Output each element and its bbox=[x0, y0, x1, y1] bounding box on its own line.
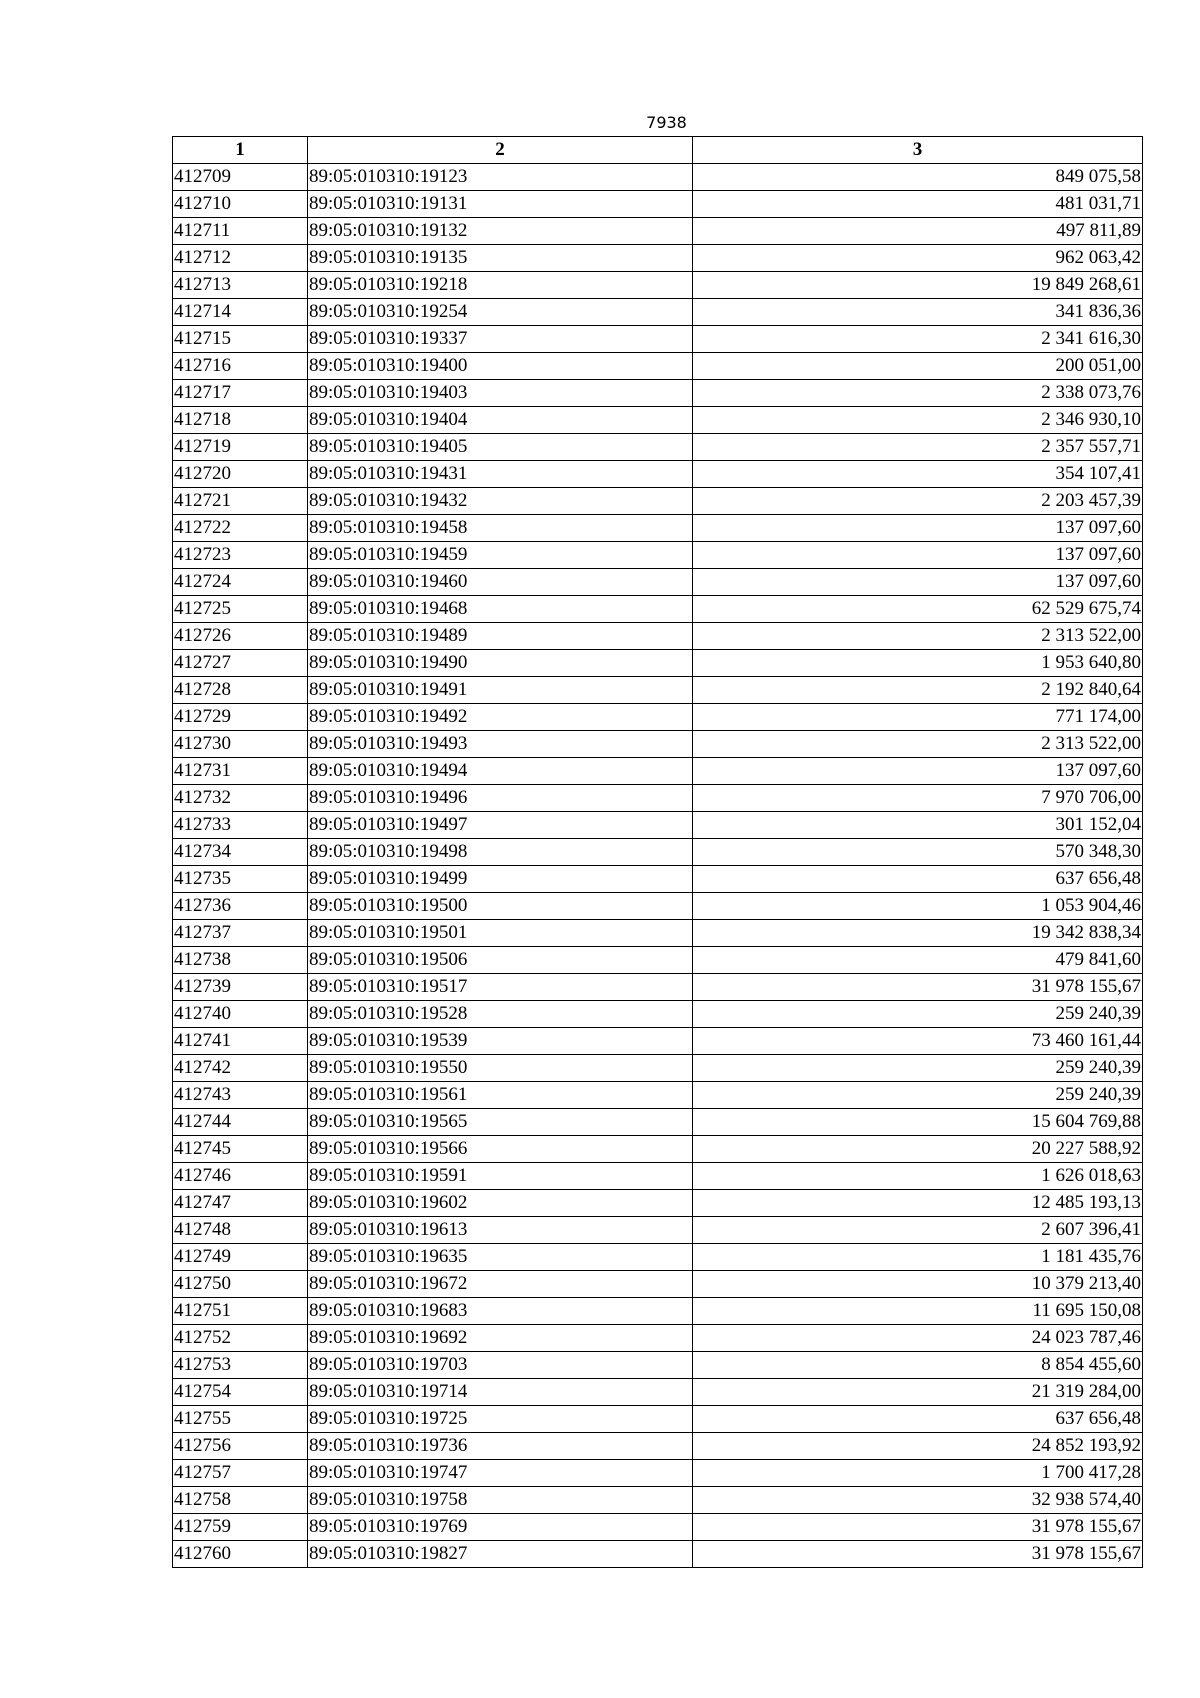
row-number-cell: 412718 bbox=[173, 407, 308, 434]
row-number-cell: 412722 bbox=[173, 515, 308, 542]
row-number-cell: 412734 bbox=[173, 839, 308, 866]
row-number-cell: 412710 bbox=[173, 191, 308, 218]
cadastral-number-cell: 89:05:010310:19769 bbox=[308, 1514, 693, 1541]
value-cell: 637 656,48 bbox=[693, 1406, 1143, 1433]
row-number-cell: 412742 bbox=[173, 1055, 308, 1082]
value-cell: 7 970 706,00 bbox=[693, 785, 1143, 812]
row-number-cell: 412749 bbox=[173, 1244, 308, 1271]
value-cell: 19 849 268,61 bbox=[693, 272, 1143, 299]
row-number-cell: 412744 bbox=[173, 1109, 308, 1136]
value-cell: 771 174,00 bbox=[693, 704, 1143, 731]
cadastral-number-cell: 89:05:010310:19672 bbox=[308, 1271, 693, 1298]
cadastral-number-cell: 89:05:010310:19431 bbox=[308, 461, 693, 488]
cadastral-number-cell: 89:05:010310:19736 bbox=[308, 1433, 693, 1460]
row-number-cell: 412723 bbox=[173, 542, 308, 569]
cadastral-number-cell: 89:05:010310:19635 bbox=[308, 1244, 693, 1271]
table-row bbox=[173, 1136, 1143, 1163]
table-row bbox=[173, 488, 1143, 515]
cadastral-number-cell: 89:05:010310:19405 bbox=[308, 434, 693, 461]
cadastral-number-cell: 89:05:010310:19497 bbox=[308, 812, 693, 839]
table-row bbox=[173, 299, 1143, 326]
table-row bbox=[173, 1352, 1143, 1379]
cadastral-number-cell: 89:05:010310:19747 bbox=[308, 1460, 693, 1487]
value-cell: 12 485 193,13 bbox=[693, 1190, 1143, 1217]
row-number-cell: 412735 bbox=[173, 866, 308, 893]
row-number-cell: 412731 bbox=[173, 758, 308, 785]
table-row bbox=[173, 272, 1143, 299]
value-cell: 20 227 588,92 bbox=[693, 1136, 1143, 1163]
row-number-cell: 412743 bbox=[173, 1082, 308, 1109]
table-row bbox=[173, 650, 1143, 677]
value-cell: 2 203 457,39 bbox=[693, 488, 1143, 515]
cadastral-number-cell: 89:05:010310:19493 bbox=[308, 731, 693, 758]
row-number-cell: 412727 bbox=[173, 650, 308, 677]
table-row bbox=[173, 1055, 1143, 1082]
value-cell: 31 978 155,67 bbox=[693, 1514, 1143, 1541]
table-row bbox=[173, 191, 1143, 218]
cadastral-number-cell: 89:05:010310:19491 bbox=[308, 677, 693, 704]
row-number-cell: 412739 bbox=[173, 974, 308, 1001]
cadastral-number-cell: 89:05:010310:19400 bbox=[308, 353, 693, 380]
table-row bbox=[173, 785, 1143, 812]
value-cell: 24 852 193,92 bbox=[693, 1433, 1143, 1460]
cadastral-number-cell: 89:05:010310:19468 bbox=[308, 596, 693, 623]
table-row bbox=[173, 974, 1143, 1001]
table-row bbox=[173, 1244, 1143, 1271]
table-row bbox=[173, 1082, 1143, 1109]
table-row bbox=[173, 1406, 1143, 1433]
value-cell: 137 097,60 bbox=[693, 758, 1143, 785]
cadastral-number-cell: 89:05:010310:19613 bbox=[308, 1217, 693, 1244]
value-cell: 637 656,48 bbox=[693, 866, 1143, 893]
cadastral-number-cell: 89:05:010310:19132 bbox=[308, 218, 693, 245]
cadastral-number-cell: 89:05:010310:19404 bbox=[308, 407, 693, 434]
value-cell: 2 357 557,71 bbox=[693, 434, 1143, 461]
cadastral-number-cell: 89:05:010310:19135 bbox=[308, 245, 693, 272]
value-cell: 137 097,60 bbox=[693, 569, 1143, 596]
value-cell: 479 841,60 bbox=[693, 947, 1143, 974]
value-cell: 1 953 640,80 bbox=[693, 650, 1143, 677]
row-number-cell: 412738 bbox=[173, 947, 308, 974]
row-number-cell: 412712 bbox=[173, 245, 308, 272]
value-cell: 259 240,39 bbox=[693, 1055, 1143, 1082]
cadastral-number-cell: 89:05:010310:19254 bbox=[308, 299, 693, 326]
row-number-cell: 412753 bbox=[173, 1352, 308, 1379]
cadastral-number-cell: 89:05:010310:19494 bbox=[308, 758, 693, 785]
row-number-cell: 412737 bbox=[173, 920, 308, 947]
table-row bbox=[173, 515, 1143, 542]
row-number-cell: 412746 bbox=[173, 1163, 308, 1190]
table-row bbox=[173, 1514, 1143, 1541]
table-row bbox=[173, 542, 1143, 569]
cadastral-number-cell: 89:05:010310:19490 bbox=[308, 650, 693, 677]
value-cell: 1 700 417,28 bbox=[693, 1460, 1143, 1487]
value-cell: 570 348,30 bbox=[693, 839, 1143, 866]
cadastral-number-cell: 89:05:010310:19131 bbox=[308, 191, 693, 218]
table-row bbox=[173, 731, 1143, 758]
column-header-1: 1 bbox=[173, 137, 308, 164]
row-number-cell: 412759 bbox=[173, 1514, 308, 1541]
table-row bbox=[173, 1379, 1143, 1406]
row-number-cell: 412747 bbox=[173, 1190, 308, 1217]
value-cell: 1 181 435,76 bbox=[693, 1244, 1143, 1271]
table-row bbox=[173, 1271, 1143, 1298]
table-row bbox=[173, 839, 1143, 866]
row-number-cell: 412757 bbox=[173, 1460, 308, 1487]
table-row bbox=[173, 380, 1143, 407]
row-number-cell: 412720 bbox=[173, 461, 308, 488]
header-row bbox=[173, 137, 1143, 164]
table-row bbox=[173, 1541, 1143, 1568]
value-cell: 2 192 840,64 bbox=[693, 677, 1143, 704]
value-cell: 11 695 150,08 bbox=[693, 1298, 1143, 1325]
cadastral-number-cell: 89:05:010310:19602 bbox=[308, 1190, 693, 1217]
value-cell: 2 313 522,00 bbox=[693, 623, 1143, 650]
row-number-cell: 412729 bbox=[173, 704, 308, 731]
value-cell: 73 460 161,44 bbox=[693, 1028, 1143, 1055]
cadastral-number-cell: 89:05:010310:19123 bbox=[308, 164, 693, 191]
row-number-cell: 412719 bbox=[173, 434, 308, 461]
cadastral-number-cell: 89:05:010310:19517 bbox=[308, 974, 693, 1001]
row-number-cell: 412756 bbox=[173, 1433, 308, 1460]
value-cell: 1 626 018,63 bbox=[693, 1163, 1143, 1190]
table-row bbox=[173, 218, 1143, 245]
value-cell: 962 063,42 bbox=[693, 245, 1143, 272]
row-number-cell: 412740 bbox=[173, 1001, 308, 1028]
cadastral-number-cell: 89:05:010310:19498 bbox=[308, 839, 693, 866]
cadastral-number-cell: 89:05:010310:19492 bbox=[308, 704, 693, 731]
row-number-cell: 412752 bbox=[173, 1325, 308, 1352]
table-row bbox=[173, 1325, 1143, 1352]
table-row bbox=[173, 623, 1143, 650]
table-row bbox=[173, 434, 1143, 461]
row-number-cell: 412713 bbox=[173, 272, 308, 299]
row-number-cell: 412754 bbox=[173, 1379, 308, 1406]
table-row bbox=[173, 1433, 1143, 1460]
cadastral-number-cell: 89:05:010310:19506 bbox=[308, 947, 693, 974]
table-row bbox=[173, 1028, 1143, 1055]
cadastral-number-cell: 89:05:010310:19460 bbox=[308, 569, 693, 596]
value-cell: 137 097,60 bbox=[693, 542, 1143, 569]
row-number-cell: 412717 bbox=[173, 380, 308, 407]
table-row bbox=[173, 677, 1143, 704]
value-cell: 200 051,00 bbox=[693, 353, 1143, 380]
table-body bbox=[173, 164, 1143, 1568]
value-cell: 2 607 396,41 bbox=[693, 1217, 1143, 1244]
table-row bbox=[173, 758, 1143, 785]
table-row bbox=[173, 812, 1143, 839]
value-cell: 19 342 838,34 bbox=[693, 920, 1143, 947]
value-cell: 15 604 769,88 bbox=[693, 1109, 1143, 1136]
table-row bbox=[173, 866, 1143, 893]
value-cell: 2 338 073,76 bbox=[693, 380, 1143, 407]
column-header-2: 2 bbox=[308, 137, 693, 164]
row-number-cell: 412745 bbox=[173, 1136, 308, 1163]
table-row bbox=[173, 353, 1143, 380]
cadastral-number-cell: 89:05:010310:19501 bbox=[308, 920, 693, 947]
value-cell: 301 152,04 bbox=[693, 812, 1143, 839]
row-number-cell: 412714 bbox=[173, 299, 308, 326]
value-cell: 354 107,41 bbox=[693, 461, 1143, 488]
table-row bbox=[173, 1109, 1143, 1136]
table-row bbox=[173, 596, 1143, 623]
table-row bbox=[173, 164, 1143, 191]
table-row bbox=[173, 1298, 1143, 1325]
table-row bbox=[173, 461, 1143, 488]
row-number-cell: 412715 bbox=[173, 326, 308, 353]
table-row bbox=[173, 1190, 1143, 1217]
cadastral-number-cell: 89:05:010310:19403 bbox=[308, 380, 693, 407]
cadastral-number-cell: 89:05:010310:19827 bbox=[308, 1541, 693, 1568]
value-cell: 849 075,58 bbox=[693, 164, 1143, 191]
registry-table bbox=[172, 136, 1143, 1568]
value-cell: 24 023 787,46 bbox=[693, 1325, 1143, 1352]
value-cell: 341 836,36 bbox=[693, 299, 1143, 326]
row-number-cell: 412725 bbox=[173, 596, 308, 623]
cadastral-number-cell: 89:05:010310:19565 bbox=[308, 1109, 693, 1136]
row-number-cell: 412711 bbox=[173, 218, 308, 245]
table-row bbox=[173, 1460, 1143, 1487]
table-row bbox=[173, 920, 1143, 947]
cadastral-number-cell: 89:05:010310:19528 bbox=[308, 1001, 693, 1028]
row-number-cell: 412730 bbox=[173, 731, 308, 758]
cadastral-number-cell: 89:05:010310:19500 bbox=[308, 893, 693, 920]
row-number-cell: 412732 bbox=[173, 785, 308, 812]
table-row bbox=[173, 1217, 1143, 1244]
cadastral-number-cell: 89:05:010310:19550 bbox=[308, 1055, 693, 1082]
value-cell: 31 978 155,67 bbox=[693, 974, 1143, 1001]
table-row bbox=[173, 1487, 1143, 1514]
row-number-cell: 412733 bbox=[173, 812, 308, 839]
cadastral-number-cell: 89:05:010310:19683 bbox=[308, 1298, 693, 1325]
value-cell: 2 341 616,30 bbox=[693, 326, 1143, 353]
value-cell: 62 529 675,74 bbox=[693, 596, 1143, 623]
table-row bbox=[173, 1163, 1143, 1190]
value-cell: 481 031,71 bbox=[693, 191, 1143, 218]
column-header-3: 3 bbox=[693, 137, 1143, 164]
cadastral-number-cell: 89:05:010310:19591 bbox=[308, 1163, 693, 1190]
value-cell: 21 319 284,00 bbox=[693, 1379, 1143, 1406]
row-number-cell: 412751 bbox=[173, 1298, 308, 1325]
table-row bbox=[173, 947, 1143, 974]
table-row bbox=[173, 326, 1143, 353]
row-number-cell: 412716 bbox=[173, 353, 308, 380]
cadastral-number-cell: 89:05:010310:19725 bbox=[308, 1406, 693, 1433]
table-row bbox=[173, 704, 1143, 731]
cadastral-number-cell: 89:05:010310:19561 bbox=[308, 1082, 693, 1109]
value-cell: 32 938 574,40 bbox=[693, 1487, 1143, 1514]
table-row bbox=[173, 569, 1143, 596]
row-number-cell: 412760 bbox=[173, 1541, 308, 1568]
value-cell: 8 854 455,60 bbox=[693, 1352, 1143, 1379]
row-number-cell: 412724 bbox=[173, 569, 308, 596]
value-cell: 2 313 522,00 bbox=[693, 731, 1143, 758]
row-number-cell: 412736 bbox=[173, 893, 308, 920]
cadastral-number-cell: 89:05:010310:19218 bbox=[308, 272, 693, 299]
table-row bbox=[173, 407, 1143, 434]
cadastral-number-cell: 89:05:010310:19539 bbox=[308, 1028, 693, 1055]
row-number-cell: 412755 bbox=[173, 1406, 308, 1433]
cadastral-number-cell: 89:05:010310:19459 bbox=[308, 542, 693, 569]
row-number-cell: 412748 bbox=[173, 1217, 308, 1244]
row-number-cell: 412750 bbox=[173, 1271, 308, 1298]
value-cell: 10 379 213,40 bbox=[693, 1271, 1143, 1298]
row-number-cell: 412758 bbox=[173, 1487, 308, 1514]
row-number-cell: 412728 bbox=[173, 677, 308, 704]
value-cell: 259 240,39 bbox=[693, 1001, 1143, 1028]
value-cell: 497 811,89 bbox=[693, 218, 1143, 245]
cadastral-number-cell: 89:05:010310:19496 bbox=[308, 785, 693, 812]
cadastral-number-cell: 89:05:010310:19458 bbox=[308, 515, 693, 542]
cadastral-number-cell: 89:05:010310:19692 bbox=[308, 1325, 693, 1352]
cadastral-number-cell: 89:05:010310:19432 bbox=[308, 488, 693, 515]
table-row bbox=[173, 1001, 1143, 1028]
value-cell: 1 053 904,46 bbox=[693, 893, 1143, 920]
row-number-cell: 412741 bbox=[173, 1028, 308, 1055]
row-number-cell: 412709 bbox=[173, 164, 308, 191]
table-row bbox=[173, 245, 1143, 272]
row-number-cell: 412726 bbox=[173, 623, 308, 650]
cadastral-number-cell: 89:05:010310:19703 bbox=[308, 1352, 693, 1379]
table-header bbox=[173, 137, 1143, 164]
table-row bbox=[173, 893, 1143, 920]
cadastral-number-cell: 89:05:010310:19714 bbox=[308, 1379, 693, 1406]
cadastral-number-cell: 89:05:010310:19499 bbox=[308, 866, 693, 893]
cadastral-number-cell: 89:05:010310:19566 bbox=[308, 1136, 693, 1163]
cadastral-number-cell: 89:05:010310:19758 bbox=[308, 1487, 693, 1514]
value-cell: 137 097,60 bbox=[693, 515, 1143, 542]
value-cell: 31 978 155,67 bbox=[693, 1541, 1143, 1568]
cadastral-number-cell: 89:05:010310:19337 bbox=[308, 326, 693, 353]
value-cell: 2 346 930,10 bbox=[693, 407, 1143, 434]
page-number: 7938 bbox=[646, 113, 687, 132]
value-cell: 259 240,39 bbox=[693, 1082, 1143, 1109]
cadastral-number-cell: 89:05:010310:19489 bbox=[308, 623, 693, 650]
row-number-cell: 412721 bbox=[173, 488, 308, 515]
